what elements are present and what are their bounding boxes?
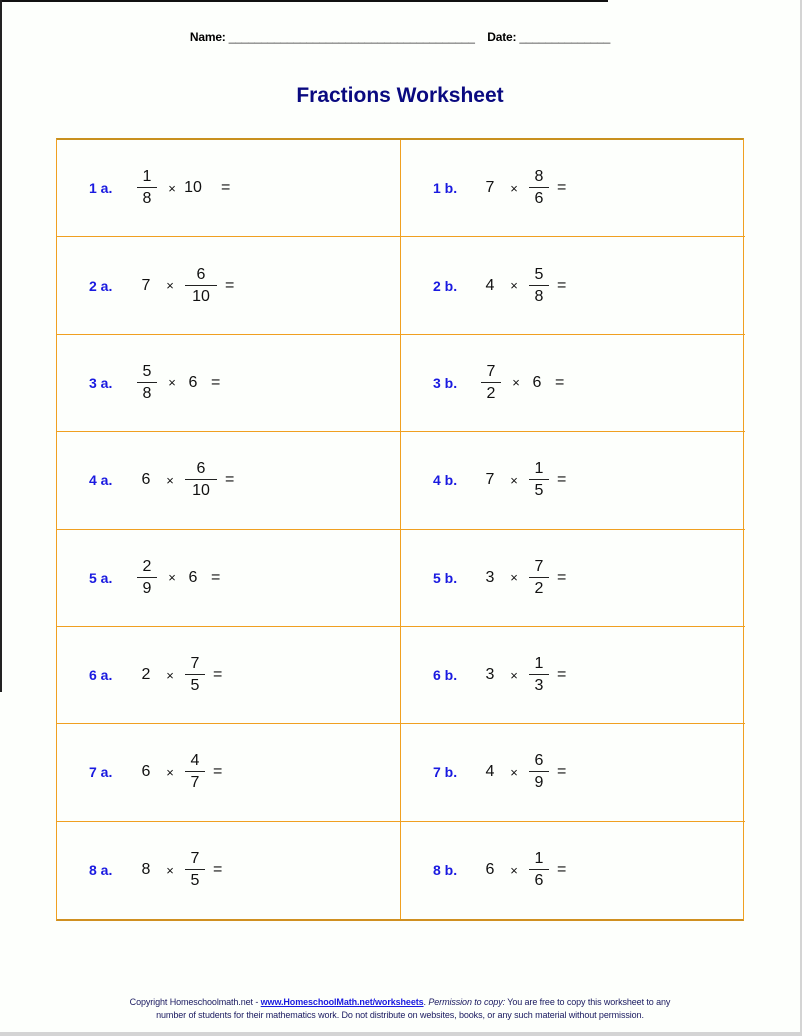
problem-cell [57, 335, 401, 432]
name-date-line [0, 30, 800, 44]
whole-number: 6 [485, 861, 495, 879]
problem-label: 6 a. [89, 667, 113, 684]
multiply-sign: × [166, 472, 174, 488]
equals-sign: = [225, 276, 235, 294]
fraction-denominator: 9 [137, 577, 157, 597]
fraction-numerator: 4 [190, 752, 200, 770]
multiply-sign: × [166, 667, 174, 683]
whole-number: 10 [184, 179, 202, 197]
multiply-sign: × [166, 764, 174, 780]
problem-cell [57, 724, 401, 821]
fraction [529, 851, 549, 889]
equals-sign: = [213, 666, 223, 684]
multiply-sign: × [510, 180, 518, 196]
problem-cell [401, 140, 745, 237]
fraction-numerator: 8 [534, 168, 544, 186]
multiply-sign: × [510, 667, 518, 683]
problem [89, 169, 230, 207]
equals-sign: = [213, 861, 223, 879]
fraction [529, 267, 549, 305]
whole-number: 8 [141, 861, 151, 879]
problem-cell [401, 237, 745, 334]
fraction [137, 559, 157, 597]
fraction-numerator: 6 [196, 265, 206, 283]
problem [433, 656, 566, 694]
fraction-denominator: 9 [529, 771, 549, 791]
fraction [529, 753, 549, 791]
problem [433, 364, 564, 402]
fraction [185, 753, 205, 791]
multiply-sign: × [166, 278, 174, 294]
problem [89, 656, 222, 694]
problem [89, 267, 234, 305]
problem [89, 559, 220, 597]
fraction-denominator: 10 [185, 285, 217, 305]
whole-number: 3 [485, 568, 495, 586]
fraction-numerator: 1 [534, 460, 544, 478]
page-title: Fractions Worksheet [296, 84, 504, 107]
problem-label: 5 b. [433, 569, 458, 586]
problem-cell [401, 822, 745, 919]
problem [89, 461, 234, 499]
problem-cell [401, 432, 745, 529]
equals-sign: = [557, 568, 567, 586]
problem [433, 267, 566, 305]
whole-number: 4 [485, 276, 495, 294]
problem-label: 1 b. [433, 180, 458, 197]
equals-sign: = [221, 179, 231, 197]
fraction-numerator: 5 [142, 362, 152, 380]
fraction [481, 364, 501, 402]
fraction-denominator: 10 [185, 479, 217, 499]
problem-label: 3 a. [89, 374, 113, 391]
equals-sign: = [557, 763, 567, 781]
fraction [529, 169, 549, 207]
fraction-numerator: 7 [534, 557, 544, 575]
fraction-denominator: 5 [185, 869, 205, 889]
whole-number: 7 [485, 179, 495, 197]
footer-permission-label: Permission to copy: [428, 997, 505, 1007]
problem-cell [401, 335, 745, 432]
fraction [529, 656, 549, 694]
problem-cell [57, 627, 401, 724]
problem-cell [57, 822, 401, 919]
equals-sign: = [225, 471, 235, 489]
equals-sign: = [557, 666, 567, 684]
whole-number: 2 [141, 666, 151, 684]
whole-number: 7 [485, 471, 495, 489]
fraction [185, 656, 205, 694]
fraction [185, 461, 217, 499]
problem-cell [57, 237, 401, 334]
multiply-sign: × [168, 375, 176, 391]
problem [433, 753, 566, 791]
problem [433, 169, 566, 207]
equals-sign: = [211, 568, 221, 586]
equals-sign: = [557, 276, 567, 294]
problem-label: 3 b. [433, 374, 458, 391]
footer-line-2: number of students for their mathematics work. Do not distribute on websites, books, or any such material without permission. [156, 1010, 644, 1020]
footer [0, 996, 800, 1022]
fraction [185, 851, 205, 889]
problem [89, 753, 222, 791]
fraction [137, 169, 157, 207]
multiply-sign: × [510, 472, 518, 488]
equals-sign: = [557, 179, 567, 197]
multiply-sign: × [168, 180, 176, 196]
multiply-sign: × [510, 862, 518, 878]
equals-sign: = [557, 471, 567, 489]
problem [433, 559, 566, 597]
date-field[interactable]: ______________ [519, 30, 611, 44]
equals-sign: = [213, 763, 223, 781]
fraction-numerator: 7 [486, 362, 496, 380]
problem-label: 8 a. [89, 862, 113, 879]
fraction-numerator: 6 [534, 752, 544, 770]
problem-cell [57, 530, 401, 627]
fraction-numerator: 1 [534, 850, 544, 868]
problem [89, 851, 222, 889]
fraction-numerator: 7 [190, 655, 200, 673]
problem [89, 364, 220, 402]
footer-link[interactable]: www.HomeschoolMath.net/worksheets [260, 997, 424, 1007]
equals-sign: = [211, 373, 221, 391]
problem-label: 5 a. [89, 569, 113, 586]
fraction-denominator: 6 [529, 187, 549, 207]
fraction-denominator: 2 [481, 382, 501, 402]
name-field[interactable]: ______________________________________ [228, 30, 475, 44]
multiply-sign: × [168, 570, 176, 586]
whole-number: 4 [485, 763, 495, 781]
fraction-denominator: 5 [529, 479, 549, 499]
name-label: Name: [189, 30, 226, 44]
multiply-sign: × [510, 278, 518, 294]
equals-sign: = [557, 861, 567, 879]
whole-number: 6 [188, 373, 198, 391]
problem-cell [401, 530, 745, 627]
whole-number: 6 [141, 471, 151, 489]
multiply-sign: × [510, 764, 518, 780]
fraction-numerator: 7 [190, 850, 200, 868]
fraction-numerator: 1 [534, 655, 544, 673]
page-top-edge [0, 0, 608, 2]
fraction-numerator: 1 [142, 168, 152, 186]
problem-label: 6 b. [433, 667, 458, 684]
whole-number: 6 [532, 373, 542, 391]
fraction [185, 267, 217, 305]
problem-cell [401, 724, 745, 821]
problems-grid [56, 138, 744, 921]
fraction-denominator: 5 [185, 674, 205, 694]
problem-label: 2 b. [433, 277, 458, 294]
problem [433, 851, 566, 889]
equals-sign: = [555, 373, 565, 391]
whole-number: 6 [141, 763, 151, 781]
whole-number: 7 [141, 276, 151, 294]
fraction-denominator: 7 [185, 771, 205, 791]
fraction-denominator: 8 [137, 382, 157, 402]
whole-number: 6 [188, 568, 198, 586]
fraction-numerator: 6 [196, 460, 206, 478]
problem-cell [401, 627, 745, 724]
footer-copyright: Copyright Homeschoolmath.net - [129, 997, 261, 1007]
problem-label: 4 b. [433, 472, 458, 489]
fraction-denominator: 3 [529, 674, 549, 694]
problem-cell [57, 140, 401, 237]
problem [433, 461, 566, 499]
fraction [137, 364, 157, 402]
fraction-numerator: 5 [534, 265, 544, 283]
fraction-denominator: 8 [529, 285, 549, 305]
problem-label: 7 b. [433, 764, 458, 781]
problem-label: 2 a. [89, 277, 113, 294]
fraction [529, 559, 549, 597]
multiply-sign: × [166, 862, 174, 878]
multiply-sign: × [512, 375, 520, 391]
problem-cell [57, 432, 401, 529]
fraction-denominator: 6 [529, 869, 549, 889]
fraction-denominator: 2 [529, 577, 549, 597]
problem-label: 4 a. [89, 472, 113, 489]
footer-permission-text: You are free to copy this worksheet to any [505, 997, 671, 1007]
date-label: Date: [487, 30, 517, 44]
fraction-denominator: 8 [137, 187, 157, 207]
problem-label: 8 b. [433, 862, 458, 879]
fraction-numerator: 2 [142, 557, 152, 575]
problem-label: 7 a. [89, 764, 113, 781]
footer-punct: . [423, 997, 429, 1007]
whole-number: 3 [485, 666, 495, 684]
fraction [529, 461, 549, 499]
problem-label: 1 a. [89, 180, 113, 197]
multiply-sign: × [510, 570, 518, 586]
